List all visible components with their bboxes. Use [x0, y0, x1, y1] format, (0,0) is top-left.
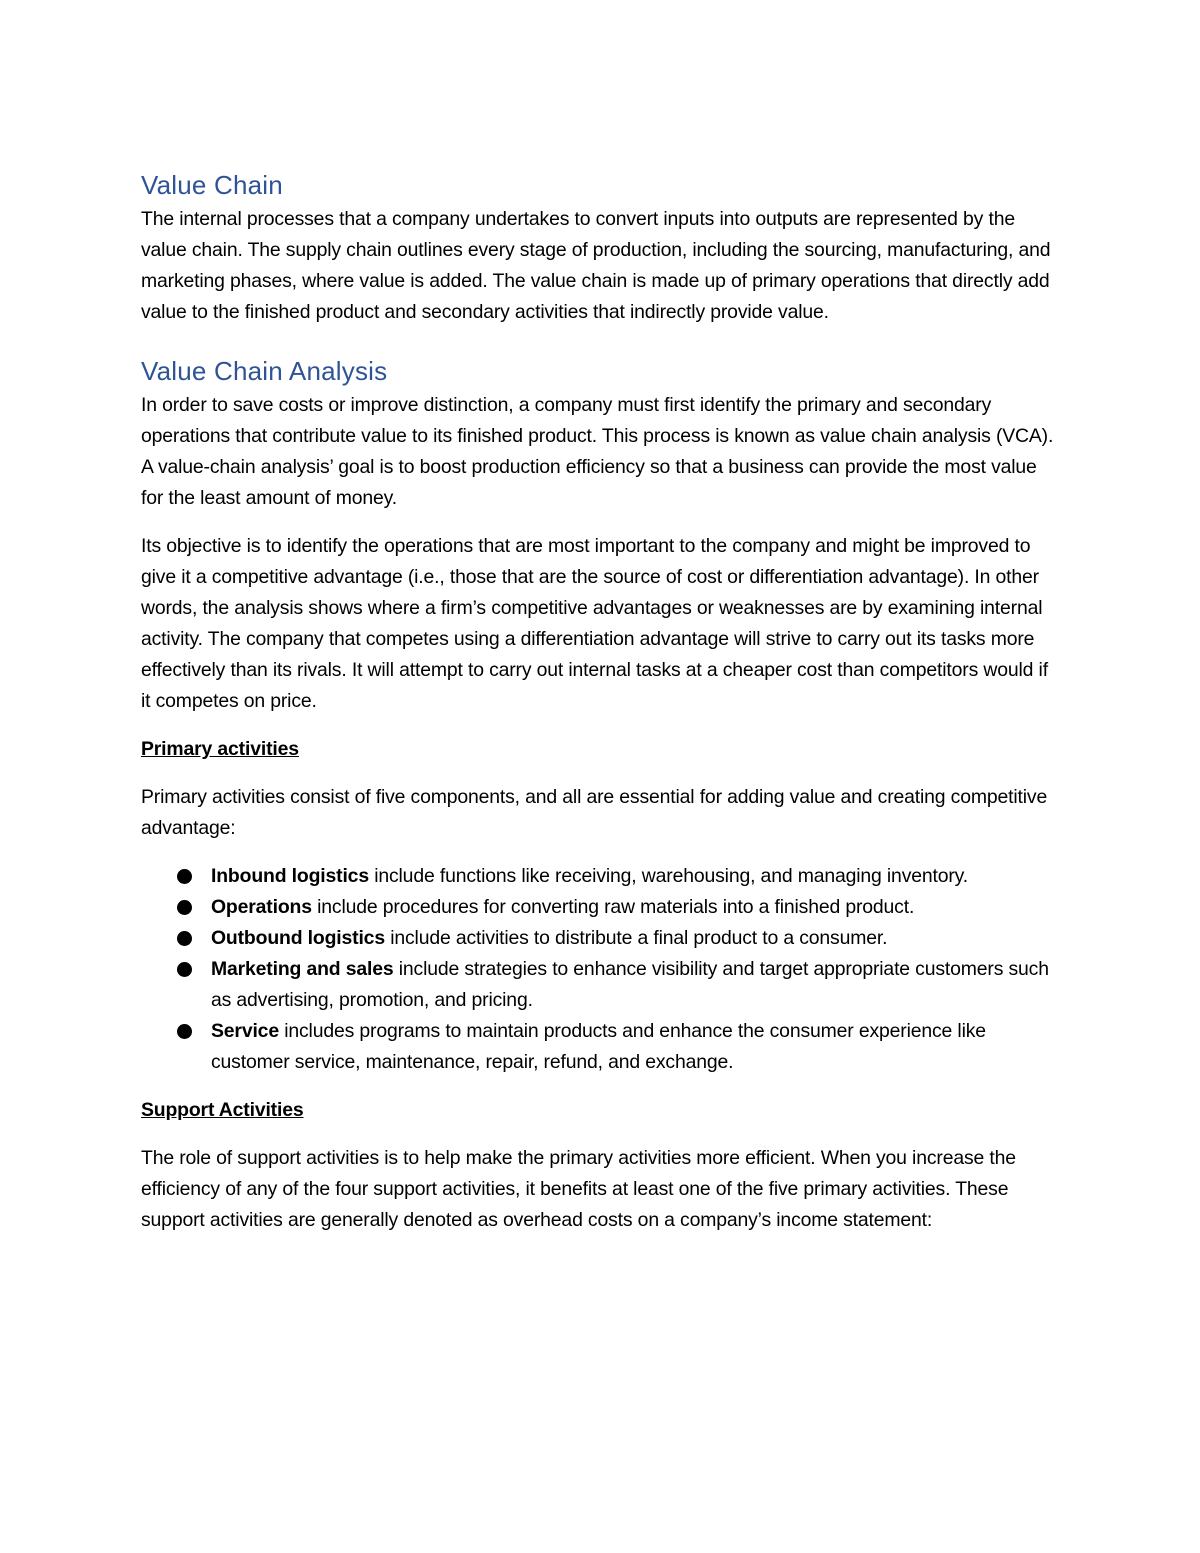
list-item-text: include strategies to enhance visibility and target appropriate customers such as advertising, promotion, and pricing. — [211, 958, 1049, 1011]
subheading-primary-activities: Primary activities — [141, 738, 299, 760]
list-item-term: Outbound logistics — [211, 927, 385, 949]
list-item-text: include functions like receiving, warehousing, and managing inventory. — [368, 865, 969, 887]
list-item — [141, 923, 1061, 954]
value-chain-paragraph: The internal processes that a company undertakes to convert inputs into outputs are represented by the value chain. The supply chain outlines every stage of production, including the sourcing, manufacturing, and marketing phases, where value is added. The value chain is made up of primary operations that directly add value to the finished product and secondary activities that indirectly provide value. — [141, 208, 1051, 323]
list-item — [141, 954, 1061, 1016]
list-item-text: include procedures for converting raw materials into a finished product. — [311, 896, 915, 918]
primary-activities-intro: Primary activities consist of five components, and all are essential for adding value and creating competitive advantage: — [141, 786, 1048, 839]
list-item — [141, 1016, 1061, 1078]
list-item — [141, 861, 1061, 892]
heading-value-chain-analysis: Value Chain Analysis — [141, 356, 388, 386]
list-item — [141, 892, 1061, 923]
subheading-support-activities: Support Activities — [141, 1099, 304, 1121]
list-item-term: Operations — [211, 896, 312, 918]
list-item-term: Inbound logistics — [211, 865, 369, 887]
bullet-icon — [177, 962, 192, 977]
list-item-term: Service — [211, 1020, 279, 1042]
primary-activities-list — [141, 861, 1061, 1078]
support-activities-paragraph: The role of support activities is to help make the primary activities more efficient. When you increase the efficiency of any of the four support activities, it benefits at least one of the five primary activities. These support activities are generally denoted as overhead costs on a company’s income statement: — [141, 1147, 1016, 1231]
bullet-icon — [177, 931, 192, 946]
bullet-icon — [177, 900, 192, 915]
bullet-icon — [177, 869, 192, 884]
vca-paragraph-2: Its objective is to identify the operations that are most important to the company and might be improved to give it a competitive advantage (i.e., those that are the source of cost or differentiation advantage). In other words, the analysis shows where a firm’s competitive advantages or weaknesses are by examining internal activity. The company that competes using a differentiation advantage will strive to carry out its tasks more effectively than its rivals. It will attempt to carry out internal tasks at a cheaper cost than competitors would if it competes on price. — [141, 535, 1048, 712]
vca-paragraph-1: In order to save costs or improve distinction, a company must first identify the primary and secondary operations that contribute value to its finished product. This process is known as value chain analysis (VCA). A value-chain analysis’ goal is to boost production efficiency so that a business can provide the most value for the least amount of money. — [141, 394, 1054, 509]
heading-value-chain: Value Chain — [141, 170, 283, 200]
bullet-icon — [177, 1024, 192, 1039]
list-item-text: includes programs to maintain products and enhance the consumer experience like customer service, maintenance, repair, refund, and exchange. — [211, 1020, 986, 1073]
list-item-text: include activities to distribute a final product to a consumer. — [384, 927, 888, 949]
document-body — [141, 168, 1061, 1236]
list-item-term: Marketing and sales — [211, 958, 394, 980]
